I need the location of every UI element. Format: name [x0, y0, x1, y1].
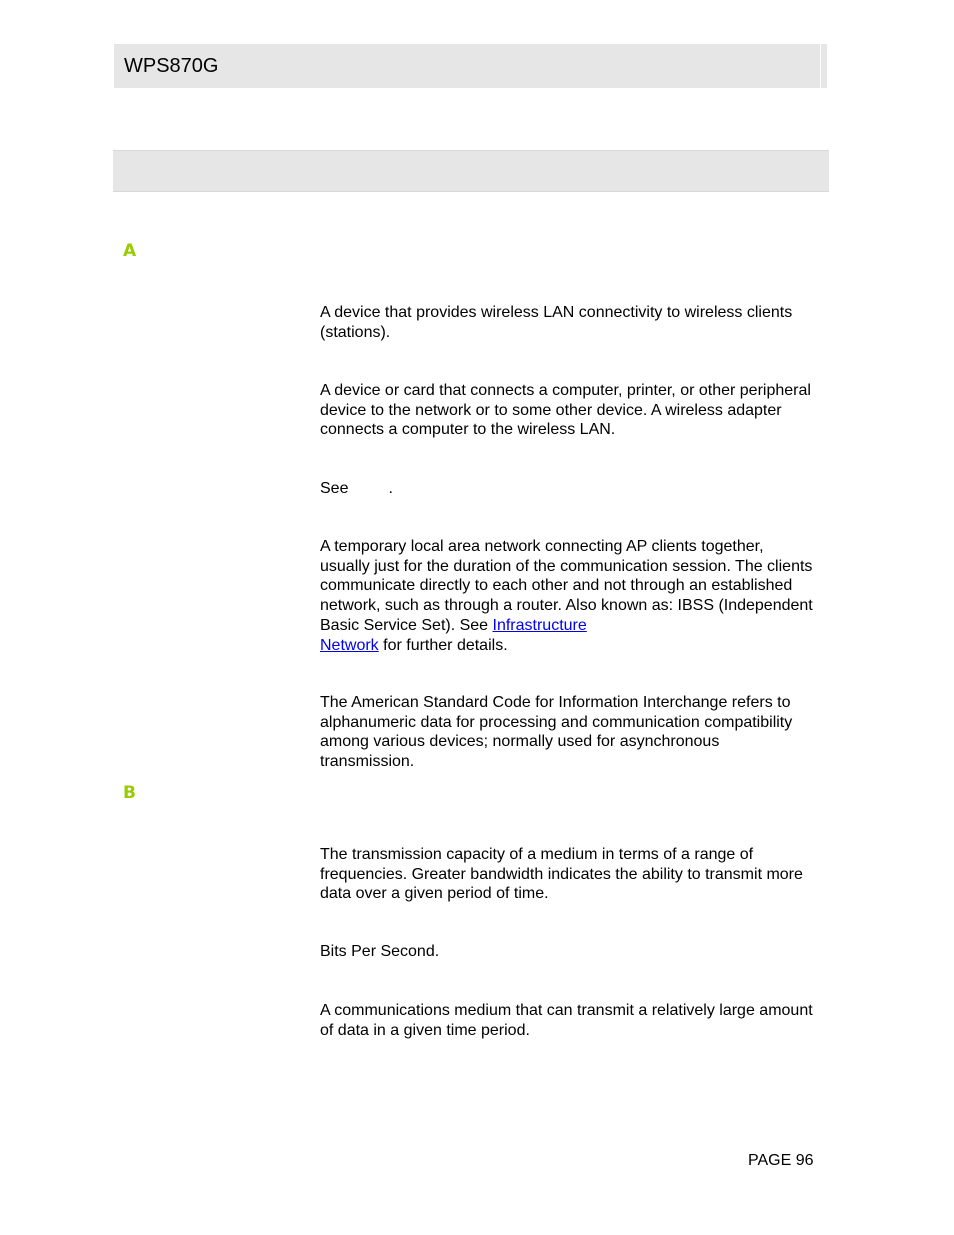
header-bar-edge — [820, 44, 821, 88]
document-title: WPS870G — [124, 55, 219, 77]
definition-bps: Bits Per Second. — [320, 943, 440, 960]
definition-see-reference — [320, 479, 815, 499]
ad-hoc-text-after: for further details. — [378, 636, 508, 654]
section-letter-b: B — [123, 783, 136, 803]
definition-broadband: A communications medium that can transmit a relatively large amount of data in a given time period. — [320, 1002, 813, 1039]
ad-hoc-text-before: A temporary local area network connecting AP clients together, usually just for the duration of the communication session. The clients communicate directly to each other and not through an established network, such as through a router. Also known as: IBSS (Independent Basic Service Set). See — [320, 538, 813, 634]
page-number: PAGE 96 — [748, 1152, 814, 1169]
see-suffix: . — [388, 480, 393, 497]
definition-bandwidth: The transmission capacity of a medium in terms of a range of frequencies. Greater bandwidth indicates the ability to transmit more data over a given period of time. — [320, 846, 803, 903]
see-prefix: See — [320, 480, 349, 497]
definition-adapter: A device or card that connects a computer, printer, or other peripheral device to the network or to some other device. A wireless adapter connects a computer to the wireless LAN. — [320, 382, 811, 439]
section-heading-bar — [113, 150, 829, 192]
link-text-part1: Infrastructure — [492, 616, 587, 634]
link-text-part2: Network — [320, 636, 379, 654]
definition-ad-hoc-network — [320, 537, 815, 655]
definition-access-point: A device that provides wireless LAN connectivity to wireless clients (stations). — [320, 304, 793, 341]
definition-ascii: The American Standard Code for Information Interchange refers to alphanumeric data for processing and communication compatibility among various devices; normally used for asynchronous transmission. — [320, 694, 793, 771]
section-letter-a: A — [123, 241, 137, 261]
document-header-bar — [114, 44, 827, 88]
